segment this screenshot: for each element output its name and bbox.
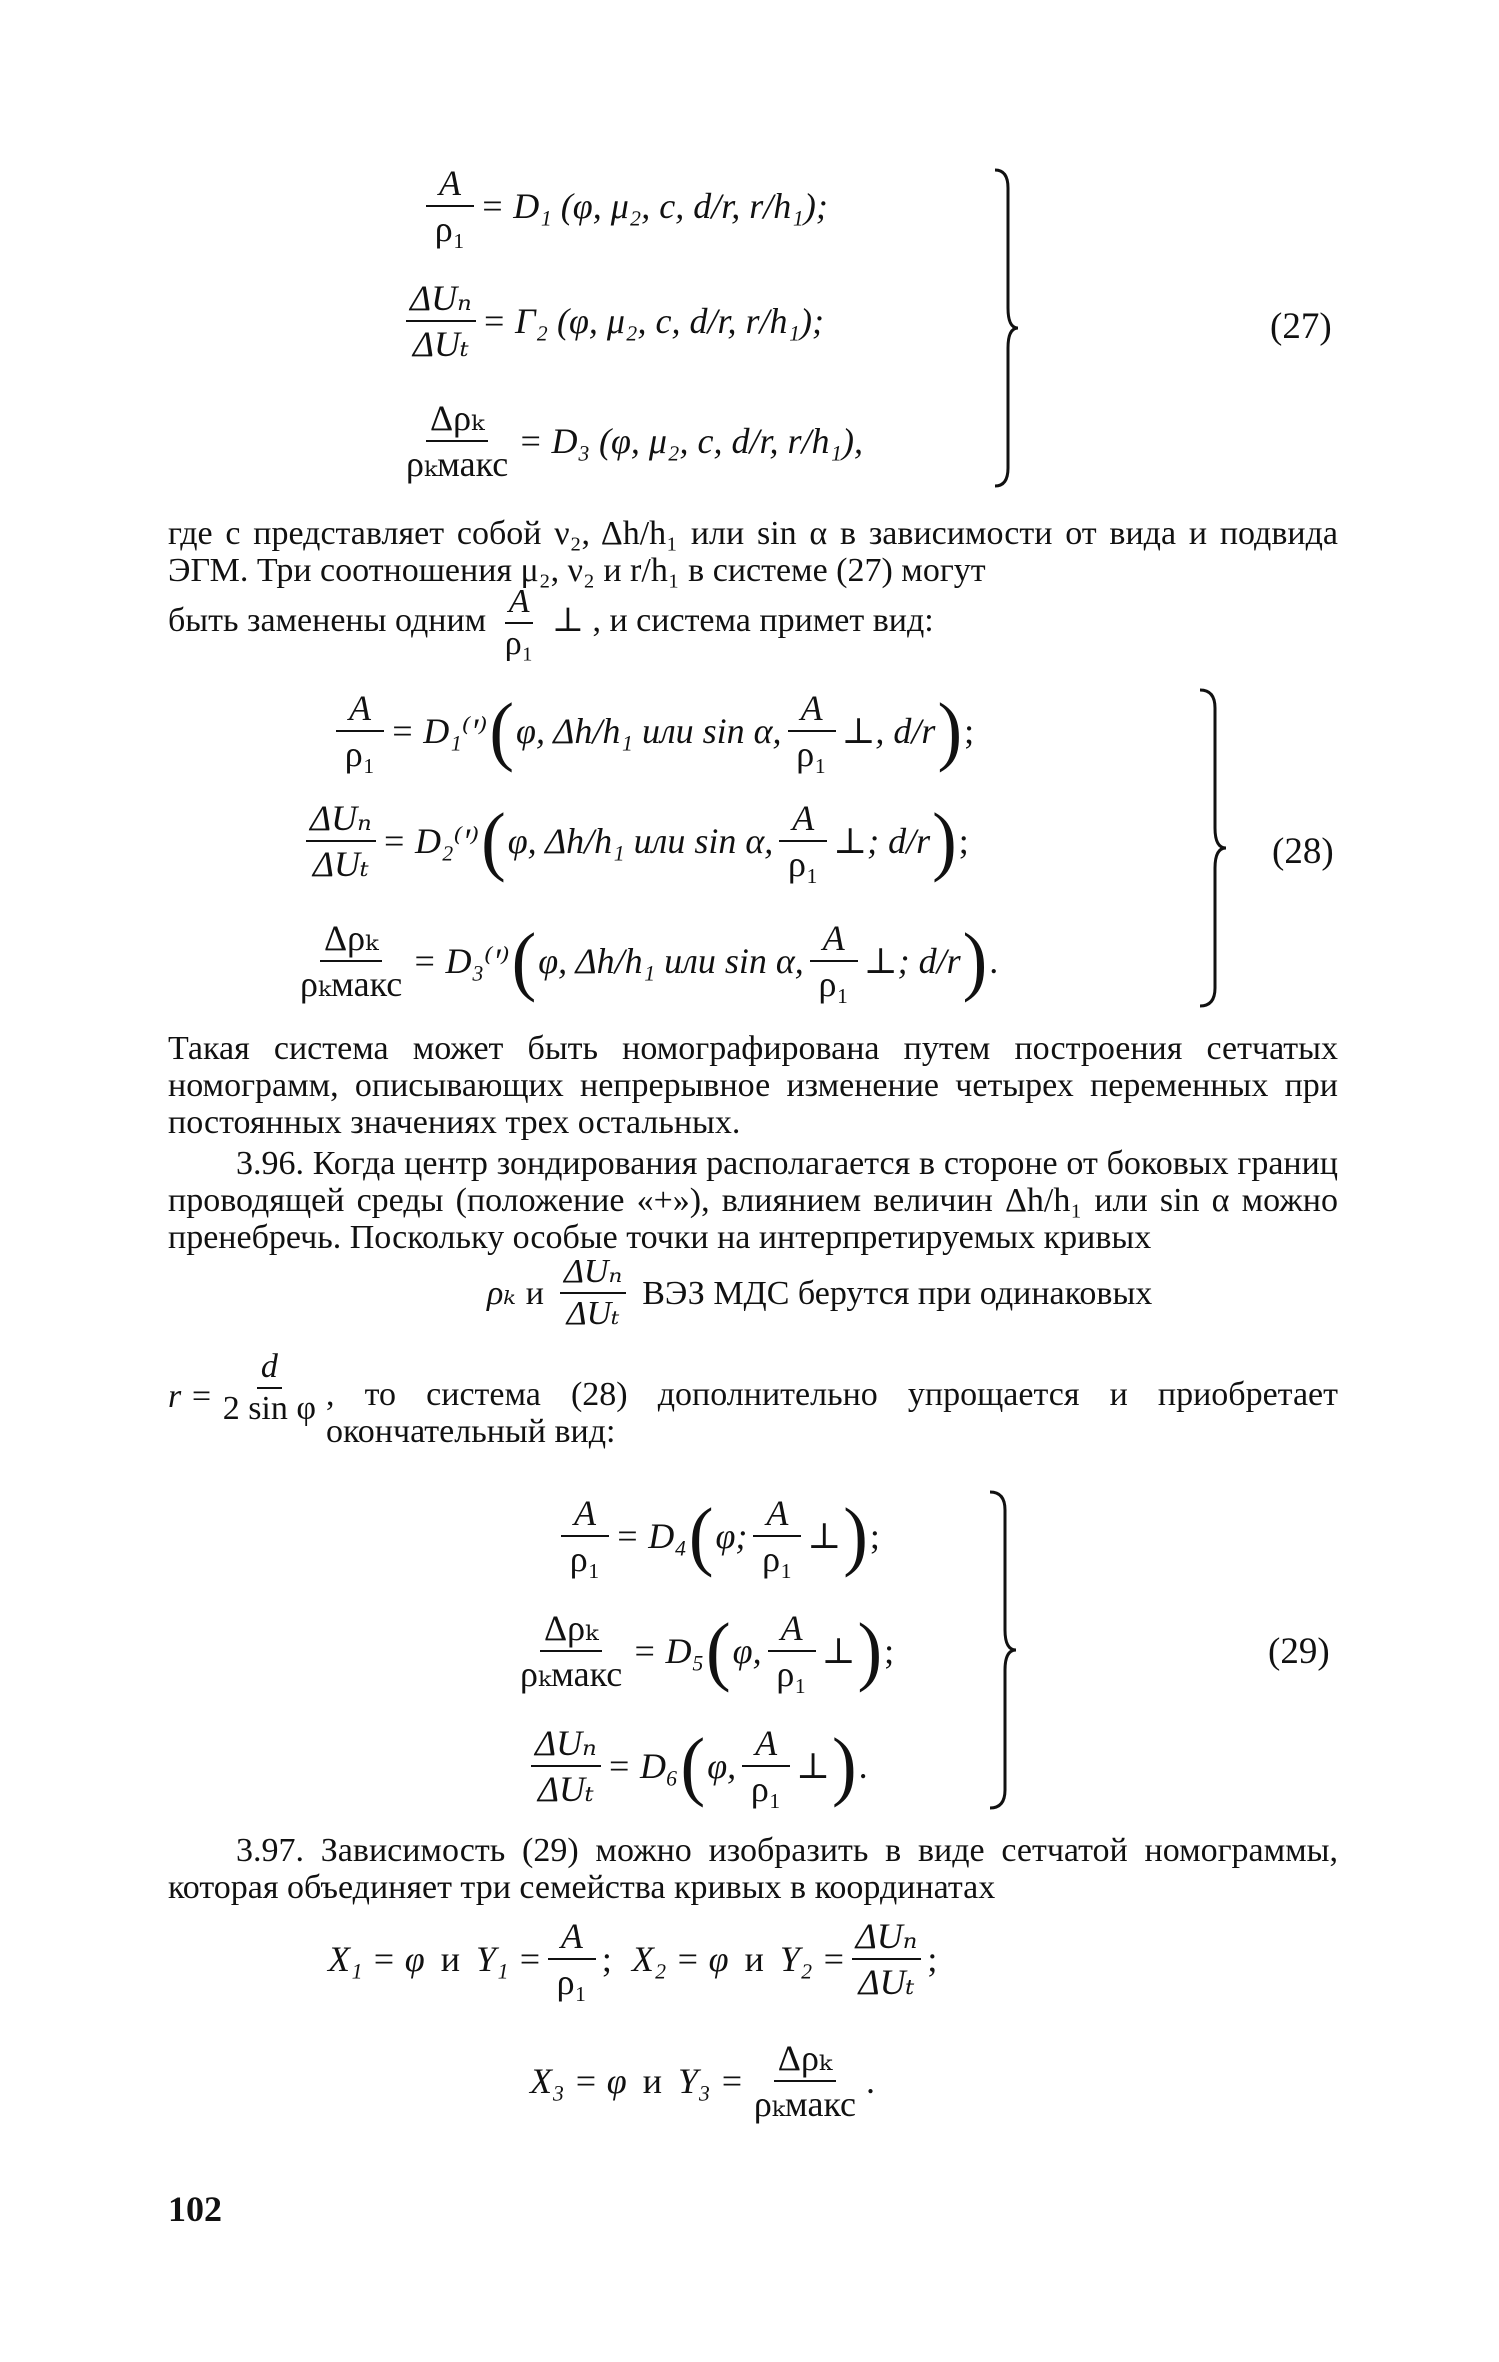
eq28-number: (28) <box>1272 831 1334 872</box>
eq27-number: (27) <box>1270 306 1332 347</box>
eq28-line1: $\frac{A}{\text{ρ₁}}$ = D₁⁽′⁾ ( φ, Δh/h₁ или sin α, $\frac{A}{\text{ρ₁}}$ ⊥, d/r ) ; <box>330 690 974 772</box>
eq29-line1: $\frac{A}{\text{ρ₁}}$ = D₄ ( φ; $\frac{A}{\text{ρ₁}}$ ⊥ ) ; <box>555 1495 880 1577</box>
paragraph-3: 3.96. Когда центр зондирования располагается в стороне от боковых границ проводящей среды (положение «+»), влиянием величин Δh/h₁ или sin α можно пренебречь. Поскольку особые точки на интерпретируемых кривых <box>168 1145 1338 1256</box>
paragraph-4: r = $\frac{d}{\text{2 sin φ}}$ , то система (28) дополнительно упрощается и приобретает окончательный вид: <box>168 1348 1338 1450</box>
right-brace-29 <box>985 1490 1019 1810</box>
paragraph-1b: быть заменены одним $\frac{A}{\text{ρ₁}}$ ⊥ , и система примет вид: <box>168 583 934 662</box>
paragraph-5: 3.97. Зависимость (29) можно изобразить в виде сетчатой номограммы, которая объединяет три семейства кривых в координатах <box>168 1832 1338 1906</box>
right-brace-27 <box>990 168 1020 488</box>
eq29-number: (29) <box>1268 1631 1330 1672</box>
coords-line2: X₃ = φ и Y₃ = $\frac{\text{Δρₖ}}{\text{ρₖмакс}}$ . <box>530 2038 876 2124</box>
paragraph-3-tail: ρₖ и $\frac{\text{ΔUₙ}}{\text{ΔUₜ}}$ ВЭЗ МДС берутся при одинаковых <box>487 1253 1153 1332</box>
paragraph-2: Такая система может быть номографирована путем построения сетчатых номограмм, описывающих непрерывное изменение четырех переменных при постоянных значениях трех остальных. <box>168 1030 1338 1141</box>
page-number: 102 <box>168 2189 222 2229</box>
eq27-line3: $\frac{\text{Δρₖ}}{\text{ρₖмакс}}$ = D₃ (φ, μ₂, c, d/r, r/h₁), <box>406 398 863 484</box>
right-brace-28 <box>1195 688 1229 1008</box>
eq27-line1: $\frac{A}{\text{ρ₁}}$ = D₁ (φ, μ₂, c, d/r, r/h₁); <box>420 165 828 247</box>
eq28-line3: $\frac{\text{Δρₖ}}{\text{ρₖмакс}}$ = D₃⁽′⁾ ( φ, Δh/h₁ или sin α, $\frac{A}{\text{ρ₁}}$ ⊥; d/r ) . <box>300 917 999 1004</box>
coords-line1: X₁ = φ и Y₁ = $\frac{A}{\text{ρ₁}}$ ; X₂ = φ и Y₂ = $\frac{\text{ΔUₙ}}{\text{ΔUₜ}}$ ; <box>328 1916 938 2002</box>
eq29-line3: $\frac{\text{ΔUₙ}}{\text{ΔUₜ}}$ = D₆ ( φ, $\frac{A}{\text{ρ₁}}$ ⊥ ) . <box>525 1725 868 1807</box>
paragraph-1: где c представляет собой ν₂, Δh/h₁ или sin α в зависимости от вида и подвида ЭГМ. Три соотношения μ₂, ν₂ и r/h₁ в системе (27) могут <box>168 515 1338 589</box>
eq29-line2: $\frac{\text{Δρₖ}}{\text{ρₖмакс}}$ = D₅ ( φ, $\frac{A}{\text{ρ₁}}$ ⊥ ) ; <box>520 1607 895 1694</box>
eq27-line2: $\frac{\text{ΔUₙ}}{\text{ΔUₜ}}$ = Г₂ (φ, μ₂, c, d/r, r/h₁); <box>400 280 824 362</box>
eq28-line2: $\frac{\text{ΔUₙ}}{\text{ΔUₜ}}$ = D₂⁽′⁾ ( φ, Δh/h₁ или sin α, $\frac{A}{\text{ρ₁}}$ ⊥; d/r ) ; <box>300 800 969 882</box>
